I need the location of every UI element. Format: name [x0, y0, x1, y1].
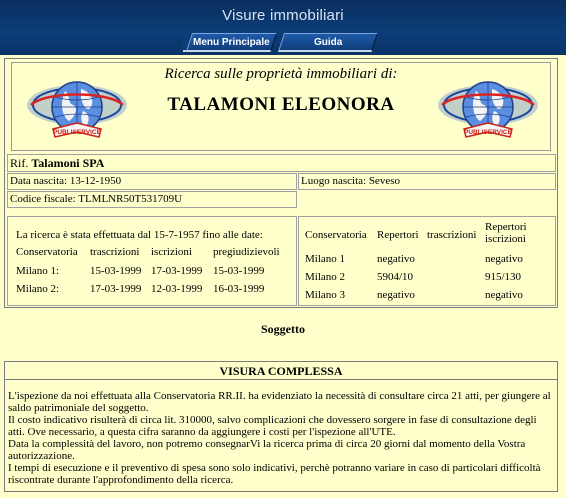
nav-guida[interactable]	[278, 33, 378, 52]
rif-label: Rif.	[10, 156, 29, 170]
rif-value: Talamoni SPA	[31, 156, 105, 170]
repertori-cell: negativo	[485, 253, 523, 265]
search-dates-header: iscrizioni	[151, 246, 192, 258]
visura-divider	[5, 379, 557, 380]
nav-menu-principale[interactable]	[186, 33, 277, 52]
visura-body	[8, 390, 553, 486]
soggetto-label: Soggetto	[261, 322, 305, 336]
search-dates-cell: 12-03-1999	[151, 283, 203, 295]
search-dates-header: trascrizioni	[90, 246, 140, 258]
nav-bar	[183, 33, 376, 53]
visura-complessa-box	[4, 361, 558, 492]
repertori-cell: Milano 3	[305, 289, 346, 301]
repertori-cell: negativo	[485, 289, 523, 301]
repertori-cell: negativo	[377, 253, 415, 265]
search-dates-cell: 15-03-1999	[90, 265, 142, 277]
repertori-panel	[298, 216, 556, 306]
search-dates-panel	[7, 216, 297, 306]
search-dates-intro: La ricerca è stata effettuata dal 15-7-1957 fino alle date:	[16, 229, 263, 241]
repertori-header: iscrizioni	[485, 233, 526, 245]
search-dates-cell: 15-03-1999	[213, 265, 265, 277]
record-frame	[4, 58, 558, 308]
rif-row	[7, 154, 556, 172]
repertori-cell: negativo	[377, 289, 415, 301]
search-dates-cell: 17-03-1999	[90, 283, 142, 295]
search-dates-header: Conservatoria	[16, 246, 78, 258]
search-dates-cell: 17-03-1999	[151, 265, 203, 277]
nav-menu-principale-label: Menu Principale	[193, 37, 270, 48]
visura-paragraph: Il costo indicativo risulterà di circa lit. 310000, salvo complicazioni che dovessero sorgere in fase di consultazione degli atti. Ove necessario, a questa cifra saranno da aggiungere i costi per l'ispezione all'UTE.	[8, 414, 537, 438]
publiservice-logo-left	[25, 77, 129, 142]
luogo-nascita: Luogo nascita: Seveso	[298, 173, 556, 190]
visura-paragraph: Data la complessità del lavoro, non potremo consegnarVi la ricerca prima di circa 20 giorni dal momento della Vostra autorizzazione.	[8, 438, 526, 462]
svg-text:PUBLISERVICE: PUBLISERVICE	[464, 129, 512, 136]
repertori-cell: Milano 1	[305, 253, 346, 265]
search-dates-header: pregiudizievoli	[213, 246, 280, 258]
title-box	[11, 62, 551, 151]
publiservice-logo-right	[436, 77, 540, 142]
repertori-header: Repertori	[485, 221, 527, 233]
data-nascita: Data nascita: 13-12-1950	[7, 173, 297, 190]
repertori-header: Repertori	[377, 229, 419, 241]
search-dates-cell: Milano 1:	[16, 265, 60, 277]
repertori-cell: 5904/10	[377, 271, 414, 283]
visura-title: VISURA COMPLESSA	[219, 364, 343, 378]
visura-paragraph: L'ispezione da noi effettuata alla Conservatoria RR.II. ha evidenziato la necessità di consultare circa 21 atti, per giungere al saldo patrimoniale del soggetto.	[8, 390, 551, 414]
person-name: TALAMONI ELEONORA	[167, 94, 395, 115]
visura-paragraph: I tempi di esecuzione e il preventivo di spesa sono solo indicativi, perchè potranno variare in caso di particolari difficoltà riscontrate durante l'approfondimento della ricerca.	[8, 462, 541, 486]
repertori-cell: 915/130	[485, 271, 522, 283]
app-title: Visure immobiliari	[222, 7, 344, 24]
search-dates-cell: Milano 2:	[16, 283, 60, 295]
nav-guida-label: Guida	[313, 37, 343, 48]
repertori-header: trascrizioni	[427, 229, 477, 241]
codice-fiscale: Codice fiscale: TLMLNR50T531709U	[7, 191, 297, 208]
svg-text:PUBLISERVICE: PUBLISERVICE	[53, 129, 101, 136]
repertori-cell: Milano 2	[305, 271, 346, 283]
record-subtitle: Ricerca sulle proprietà immobiliari di:	[164, 66, 398, 82]
search-dates-cell: 16-03-1999	[213, 283, 265, 295]
app-header	[0, 0, 566, 55]
repertori-header: Conservatoria	[305, 229, 367, 241]
